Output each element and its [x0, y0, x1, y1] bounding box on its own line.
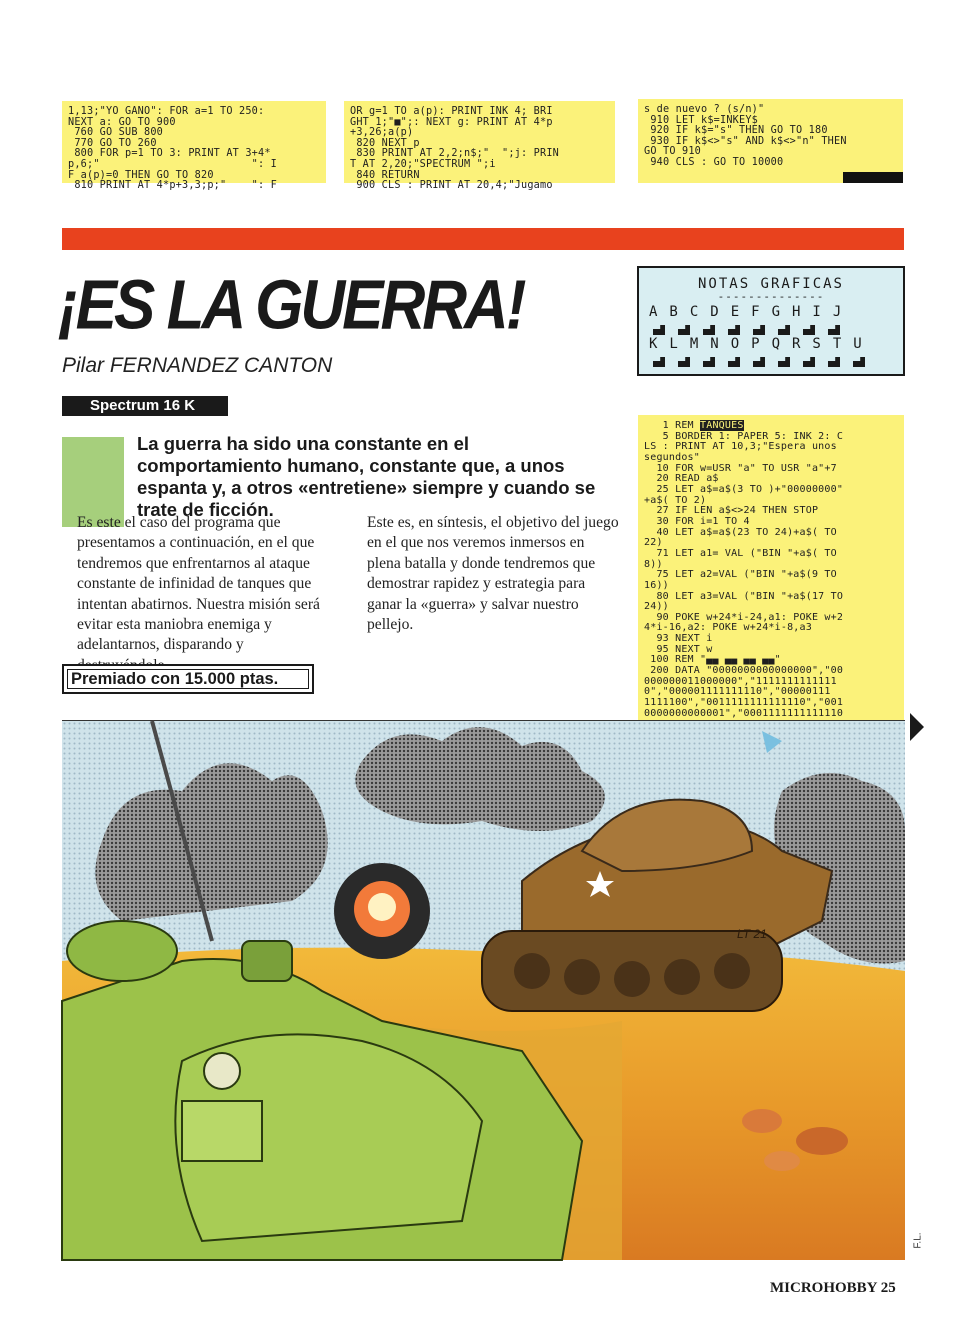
black-marker-block	[843, 172, 903, 183]
tank-glyph-icon	[728, 325, 740, 335]
prize-box	[62, 664, 314, 694]
tank-glyph-icon	[703, 325, 715, 335]
tank-marking: LT 21	[737, 927, 767, 941]
tank-glyph-icon	[828, 357, 840, 367]
tank-glyph-icon	[728, 357, 740, 367]
magazine-name: MICROHOBBY	[770, 1280, 877, 1296]
tank-glyph-icon	[753, 357, 765, 367]
tank-glyph-icon	[653, 325, 665, 335]
code-listing-top-left: 1,13;"YO GANO": FOR a=1 TO 250: NEXT a: GO TO 900 760 GO SUB 800 770 GO TO 260 800 FOR p=1 TO 3: PRINT AT 3+4* p,6;" ": I F a(p)=0 THEN GO TO 820 810 PRINT AT 4*p+3,3;p;" ": F	[62, 101, 326, 183]
notas-letters-row-1: ABCDEFGHIJ	[649, 304, 854, 320]
code-rem-line: 1 REM	[644, 420, 700, 431]
tank-glyph-icon	[703, 357, 715, 367]
code-listing-top-middle: OR g=1 TO a(p): PRINT INK 4; BRI GHT 1;"■";: NEXT g: PRINT AT 4*p +3,26;a(p) 820 NEXT p 830 PRINT AT 2,2;n$;" ";j: PRIN T AT 2,20;"SPECTRUM ";i 840 RETURN 900 CLS : PRINT AT 20,4;"Jugamo	[344, 101, 615, 183]
tank-glyph-icon	[678, 325, 690, 335]
continue-arrow-icon	[910, 713, 924, 741]
tank-glyph-icon	[803, 357, 815, 367]
tank-glyph-icon	[678, 357, 690, 367]
page-number: 25	[880, 1280, 896, 1296]
tank-glyph-icon	[753, 325, 765, 335]
notas-letters-row-2: KLMNOPQRSTU	[649, 336, 874, 352]
article-body-column-2: Este es, en síntesis, el objetivo del juego en el que nos veremos inmersos en plena batalla y donde tendremos que demostrar rapidez y estrategia para ganar la «guerra» y salvar nuestro pellejo.	[367, 514, 619, 634]
tank-glyph-icon	[803, 325, 815, 335]
notas-title: NOTAS GRAFICAS	[697, 276, 844, 292]
notas-dash-line: --------------	[717, 290, 825, 303]
tank-glyph-icon	[653, 357, 665, 367]
notas-graficas-box	[637, 266, 905, 376]
illustration-svg	[62, 721, 905, 1260]
tank-glyph-icon	[778, 325, 790, 335]
code-right-body: 5 BORDER 1: PAPER 5: INK 2: C LS : PRINT AT 10,3;"Espera unos segundos" 10 FOR w=USR "a" TO USR "a"+7 20 READ a$ 25 LET a$=a$(3 TO )+"00000000" +a$( TO 2) 27 IF LEN a$<>24 THEN STOP 30 FOR i=1 TO 4 40 LET a$=a$(23 TO 24)+a$( TO 22) 71 LET a1= VAL ("BIN "+a$( TO 8)) 75 LET a2=VAL ("BIN "+a$(9 TO 16)) 80 LET a3=VAL ("BIN "+a$(17 TO 24)) 90 POKE w+24*i-24,a1: POKE w+2 4*i-16,a2: POKE w+24*i-8,a3 93 NEXT i 95 NEXT w 100 REM "▄▄ ▄▄ ▄▄ ▄▄" 200 DATA "0000000000000000","00 000000011000000","1111111111111 0","000001111111110","00000111 1111100","0011111111111110","001 0000000000001","0001111111111110	[644, 430, 844, 719]
article-lead: La guerra ha sido una constante en el comportamiento humano, constante que, a unos espanta y, a otros «entretiene» siempre y cuando se trate de ficción.	[137, 433, 596, 520]
illustrator-signature: F.L.	[912, 1232, 924, 1249]
tank-glyph-icon	[828, 325, 840, 335]
page-footer	[770, 1280, 896, 1297]
udg-glyph-row-1	[653, 320, 893, 332]
tank-glyph-icon	[778, 357, 790, 367]
code-listing-top-right: s de nuevo ? (s/n)" 910 LET k$=INKEY$ 920 IF k$="s" THEN GO TO 180 930 IF k$<>"s" AND k$<>"n" THEN GO TO 910 940 CLS : GO TO 10000	[638, 99, 903, 183]
article-body-column-1: Es este el caso del programa que presentamos a continuación, en el que tendremos que enfrentarnos al ataque constante de infinidad de tanques que intentan abatirnos. Nuestra misión será evitar esta maniobra enemiga y adelantarnos, disparando y	[77, 514, 320, 654]
code-listing-right-column	[638, 415, 904, 725]
code-rem-title: TANQUES	[700, 420, 744, 431]
platform-badge: Spectrum 16 K	[62, 396, 228, 416]
udg-glyph-row-2	[653, 352, 893, 364]
red-divider-bar	[62, 228, 904, 250]
article-author: Pilar FERNANDEZ CANTON	[62, 354, 333, 377]
prize-text: Premiado con 15.000 ptas.	[71, 670, 279, 688]
tank-battle-illustration	[62, 720, 905, 1260]
tank-glyph-icon	[853, 357, 865, 367]
article-headline: ¡ES LA GUERRA!	[58, 267, 524, 345]
